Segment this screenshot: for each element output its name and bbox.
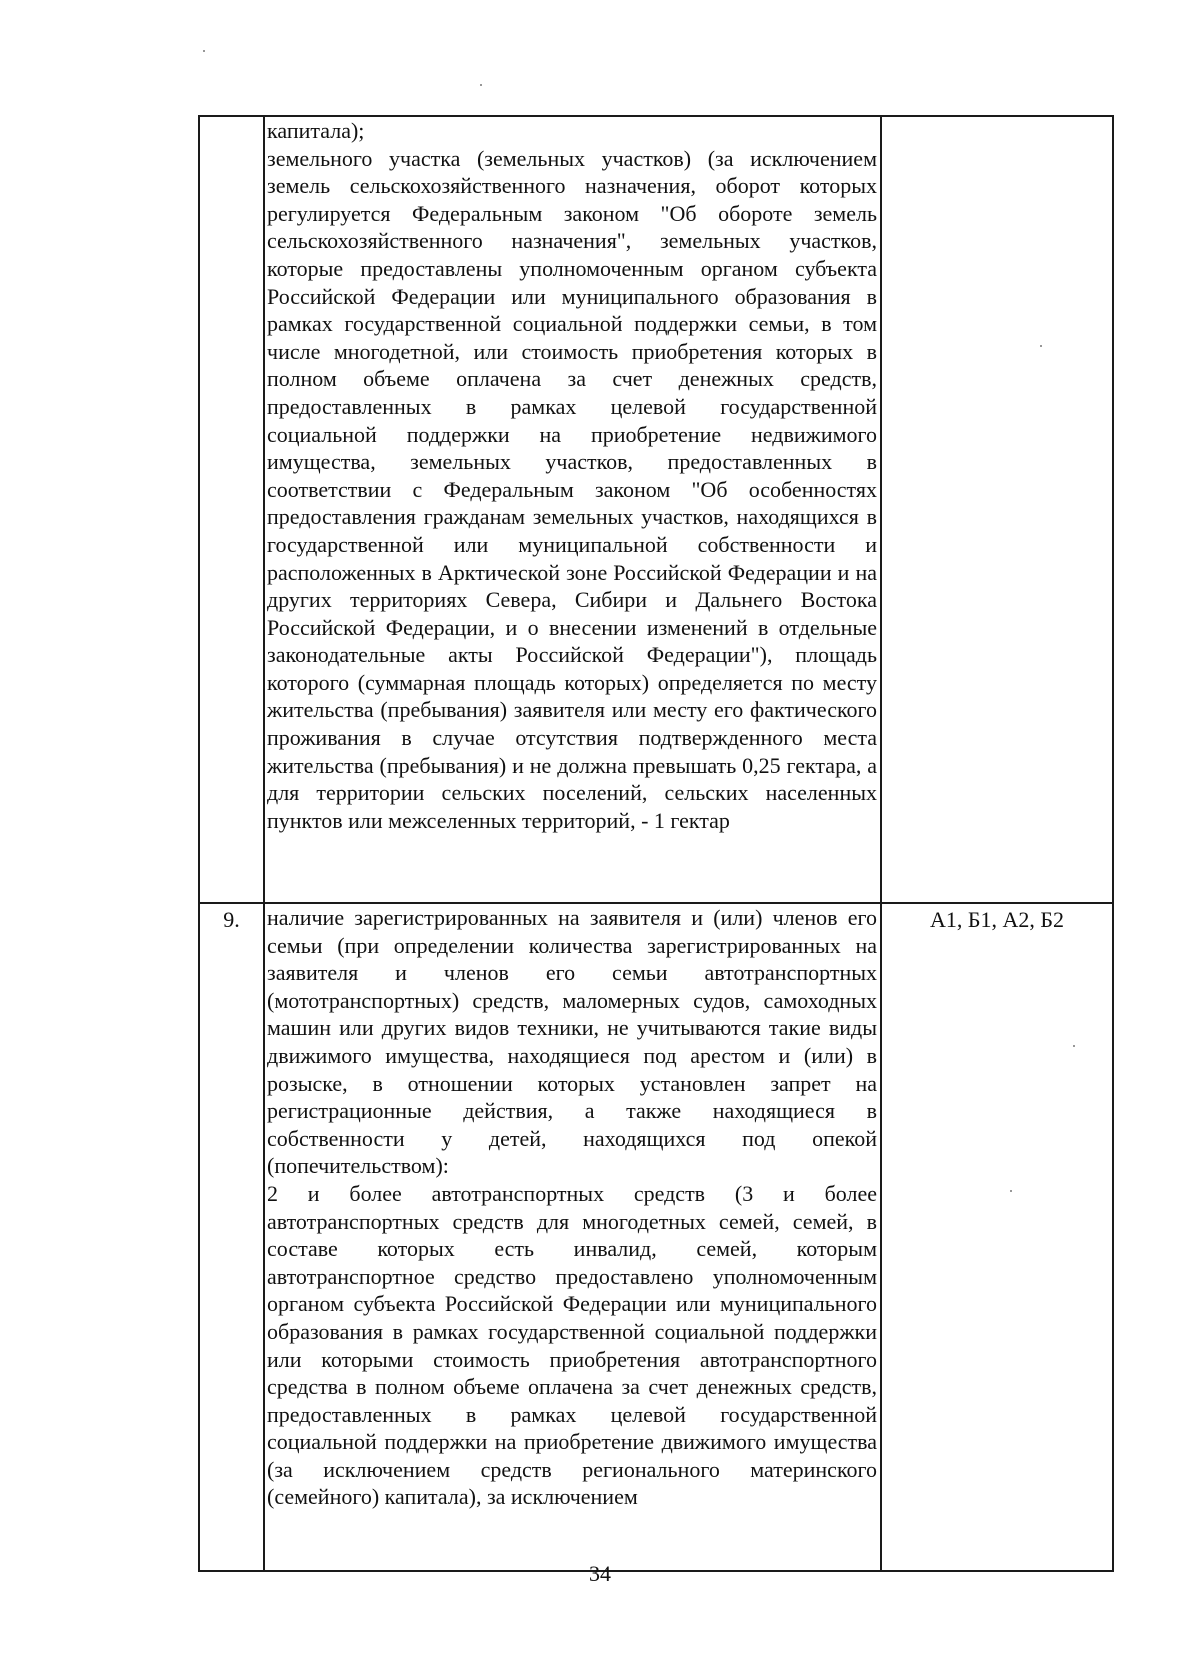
- table-row: [199, 116, 1113, 903]
- row-text-cell: [264, 116, 881, 903]
- row-code-cell: [881, 116, 1113, 903]
- row-number: 9.: [223, 907, 240, 932]
- scan-speck: [480, 84, 482, 86]
- row-number-cell: [199, 903, 264, 1571]
- row-paragraph: 2 и более автотранспортных средств (3 и более автотранспортных средств для многодетных семей, семей, в составе которых есть инвалид, семей, которым автотранспортное средство предоставлено уполномоченным органом субъекта Российской Федерации или муниципального образования в рамках государственной социальной поддержки или которыми стоимость приобретения автотранспортного средства в полном объеме оплачена за счет денежных средств, предоставленных в рамках целевой государственной социальной поддержки на приобретение движимого имущества (за исключением средств регионального материнского (семейного) капитала), за исключением: [267, 1180, 877, 1510]
- scan-speck: [203, 50, 205, 52]
- row-text-cell: [264, 903, 881, 1571]
- row-paragraph: наличие зарегистрированных на заявителя и (или) членов его семьи (при определении количества зарегистрированных на заявителя и членов его семьи автотранспортных (мототранспортных) средств, маломерных судов, самоходных машин или других видов техники, не учитываются такие виды движимого имущества, находящиеся под арестом и (или) в розыске, в отношении которых установлен запрет на регистрационные действия, а также находящиеся в собственности у детей, находящихся под опекой (попечительством):: [267, 905, 877, 1179]
- row-number-cell: [199, 116, 264, 903]
- row-paragraph: земельного участка (земельных участков) (за исключением земель сельскохозяйственного назначения, оборот которых регулируется Федеральным законом "Об обороте земель сельскохозяйственного назначения", земельных участков, которые предоставлены уполномоченным органом субъекта Российской Федерации или муниципального образования в рамках государственной социальной поддержки семьи, в том числе многодетной, или стоимость приобретения которых в полном объеме оплачена за счет денежных средств, предоставленных в рамках целевой государственной социальной поддержки на приобретение недвижимого имущества, земельных участков, предоставленных в соответствии с Федеральным законом "Об особенностях предоставления гражданам земельных участков, находящихся в государственной или муниципальной собственности и расположенных в Арктической зоне Российской Федерации и на других территориях Севера, Сибири и Дальнего Востока Российской Федерации, и о внесении изменений в отдельные законодательные акты Российской Федерации"), площадь которого (суммарная площадь которых) определяется по месту жительства (пребывания) заявителя или месту его фактического проживания в случае отсутствия подтвержденного места жительства (пребывания) и не должна превышать 0,25 гектара, а для территории сельских поселений, сельских населенных пунктов или межселенных территорий, - 1 гектар: [267, 145, 877, 833]
- table-row: [199, 903, 1113, 1571]
- row-codes: А1, Б1, А2, Б2: [929, 907, 1065, 932]
- row-paragraph: капитала);: [267, 118, 365, 143]
- page-number: 34: [589, 1561, 611, 1586]
- requirements-table: [198, 115, 1114, 1572]
- row-code-cell: [881, 903, 1113, 1571]
